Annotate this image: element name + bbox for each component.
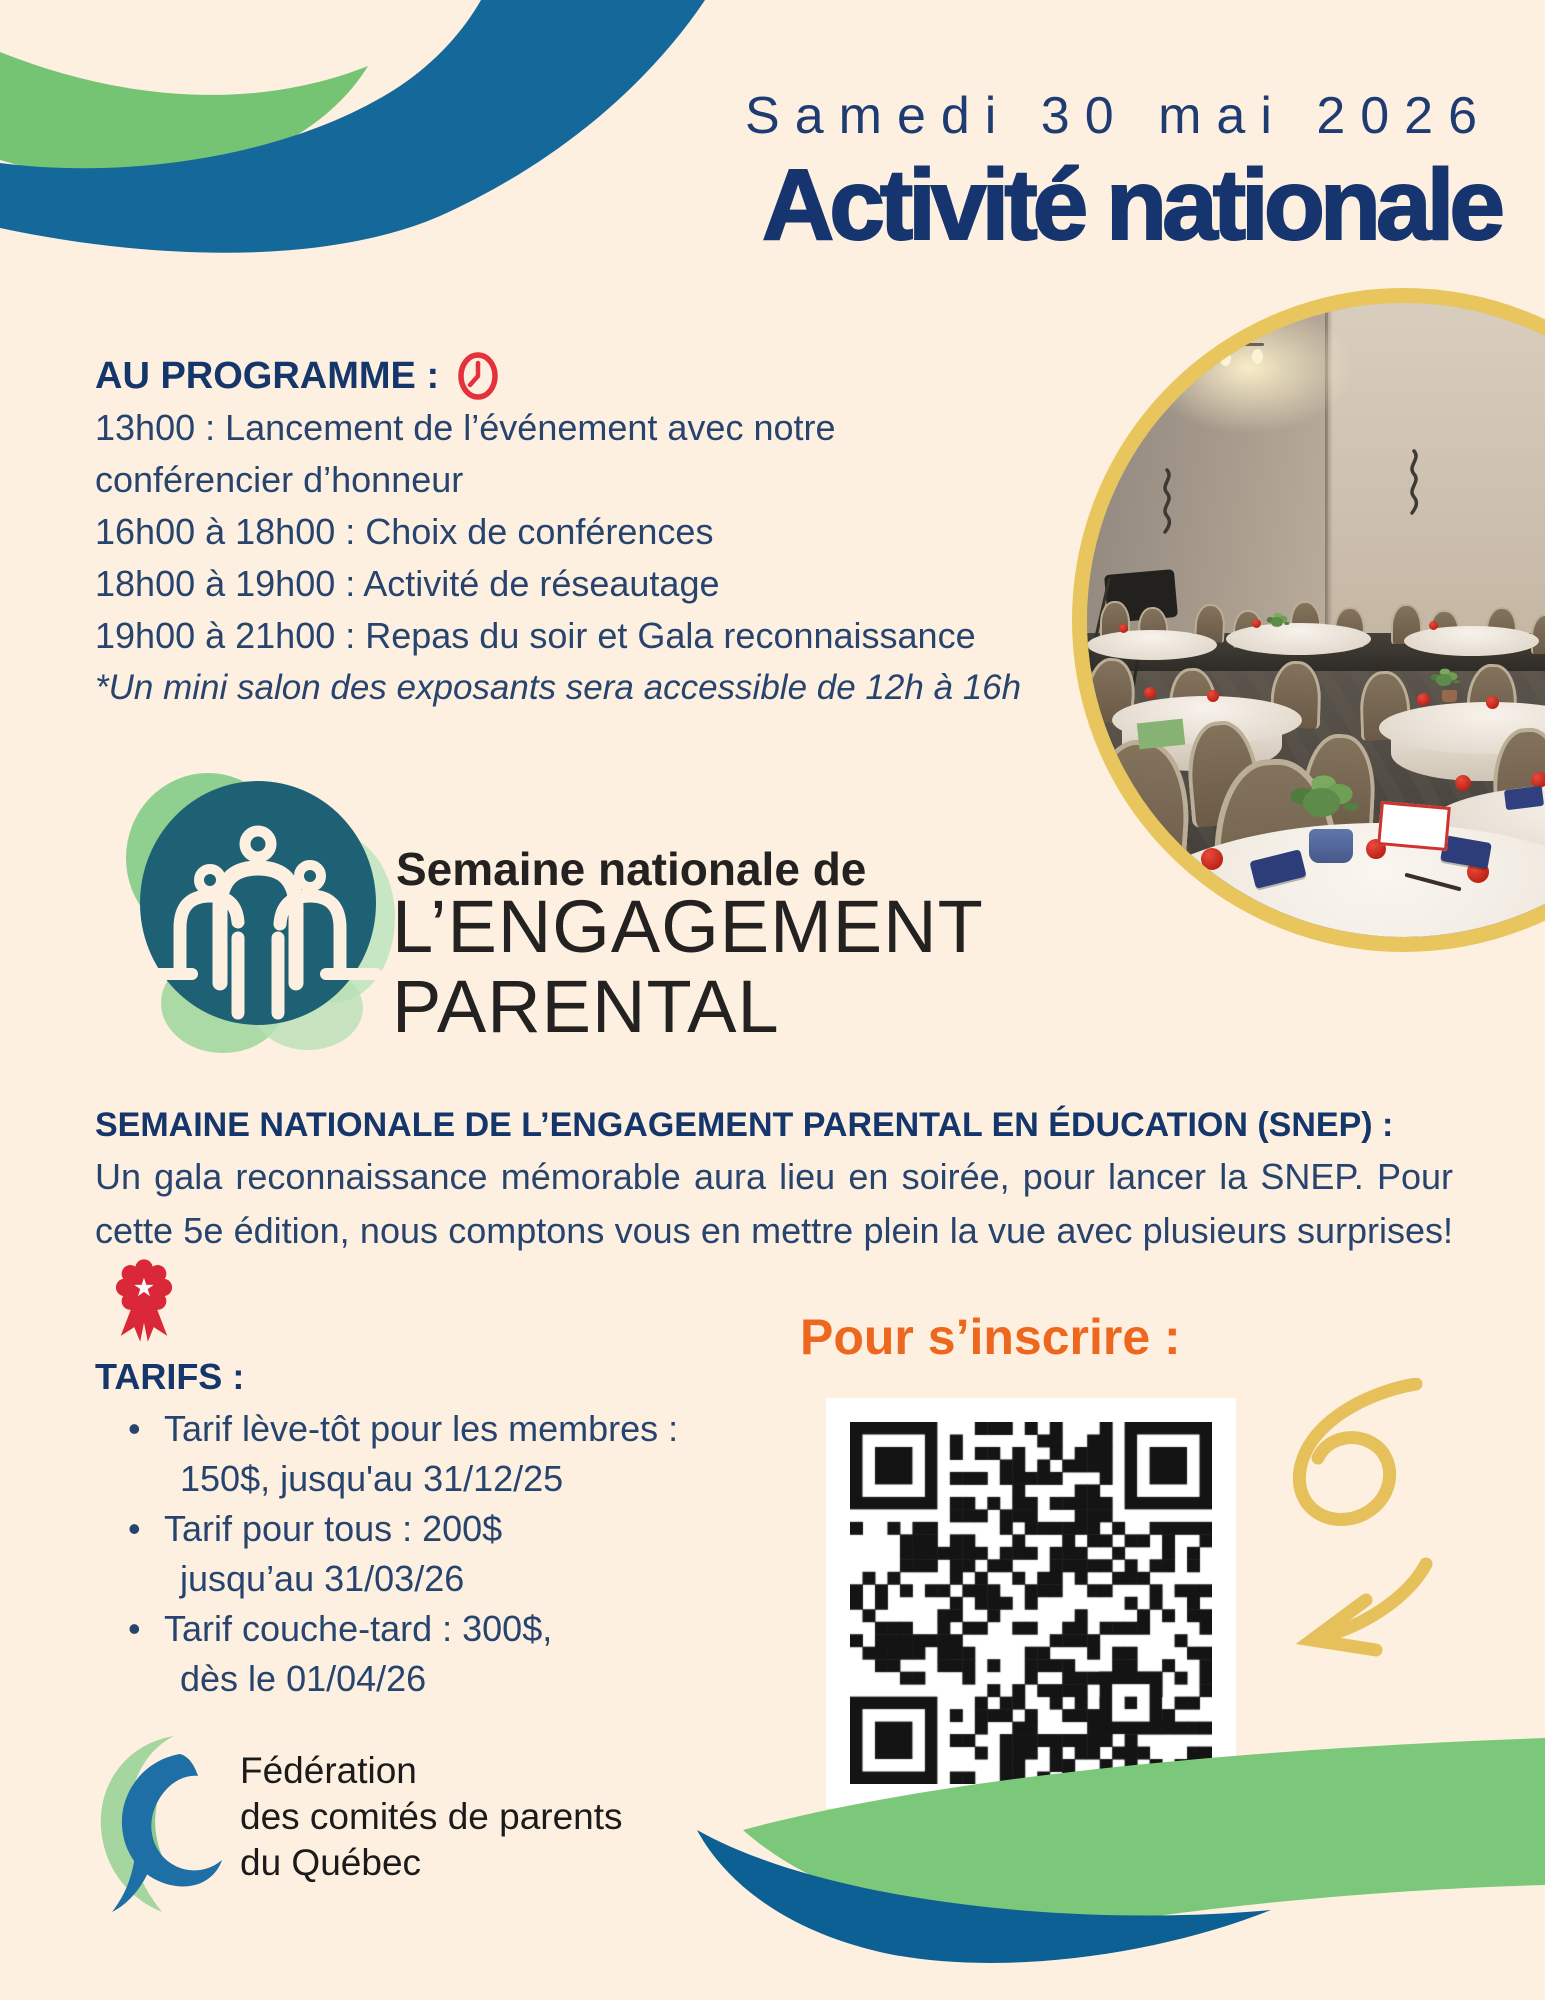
inscription-heading: Pour s’inscrire : <box>800 1309 1181 1365</box>
clock-icon <box>455 350 501 402</box>
apple <box>1455 775 1471 791</box>
tarif-detail: 150$, jusqu'au 31/12/25 <box>180 1458 564 1499</box>
apple <box>1252 619 1261 628</box>
chandelier-arm <box>1192 343 1264 346</box>
plant-pot <box>1442 690 1457 702</box>
card <box>1377 801 1451 851</box>
svg-text:★: ★ <box>132 1274 156 1303</box>
venue-photo <box>1072 288 1545 952</box>
plant-pot-blue <box>1309 829 1353 863</box>
program-line: 16h00 à 18h00 : Choix de conférences <box>95 511 714 552</box>
wall-sconce <box>1157 468 1177 534</box>
fcpq-logo-mark <box>92 1732 242 1917</box>
program-line: 13h00 : Lancement de l’événement avec notre <box>95 407 836 448</box>
snep-body-text: Un gala reconnaissance mémorable aura lieu en soirée, pour lancer la SNEP. Pour cette 5e édition, nous comptons vous en mettre plein la vue avec plusieurs surprises! <box>95 1156 1453 1251</box>
program-line: 18h00 à 19h00 : Activité de réseautage <box>95 563 720 604</box>
snep-body <box>95 1150 1453 1344</box>
wall-sconce <box>1404 449 1424 515</box>
tarif-label: • Tarif pour tous : 200$ <box>164 1508 503 1549</box>
fcpq-logo-text <box>240 1748 623 1886</box>
chandelier-bulb <box>1252 349 1263 364</box>
snep-heading: SEMAINE NATIONALE DE L’ENGAGEMENT PARENTAL EN ÉDUCATION (SNEP) : <box>95 1106 1394 1144</box>
snep-logo-line1: Semaine nationale de <box>396 843 867 895</box>
banquet-hall-scene <box>1087 303 1545 937</box>
tarifs-list <box>128 1404 678 1704</box>
tarif-item <box>128 1404 678 1504</box>
bottom-right-waves <box>645 1670 1545 2000</box>
chandelier-glow <box>1144 303 1354 433</box>
program-heading-label: AU PROGRAMME : <box>95 354 440 397</box>
tarif-item <box>128 1604 678 1704</box>
snep-logo-mark <box>118 768 408 1058</box>
program-note: *Un mini salon des exposants sera accessible de 12h à 16h <box>95 668 1022 707</box>
arrow-icon <box>1248 1378 1458 1678</box>
award-ribbon-icon <box>113 1258 175 1344</box>
program-line: conférencier d’honneur <box>95 459 464 500</box>
card-green <box>1136 719 1184 750</box>
banquet-table <box>1087 630 1217 660</box>
tarif-label: • Tarif lève-tôt pour les membres : <box>164 1408 679 1449</box>
tarif-label: • Tarif couche-tard : 300$, <box>164 1608 553 1649</box>
fcpq-line1: Fédération <box>240 1750 417 1791</box>
snep-logo <box>118 768 1018 1068</box>
program-schedule <box>95 402 976 662</box>
program-line: 19h00 à 21h00 : Repas du soir et Gala reconnaissance <box>95 615 976 656</box>
tarif-item <box>128 1504 678 1604</box>
fcpq-line3: du Québec <box>240 1842 422 1883</box>
tarif-detail: jusqu’au 31/03/26 <box>180 1558 465 1599</box>
snep-logo-line2: L’ENGAGEMENT <box>392 885 984 968</box>
tarifs-heading: TARIFS : <box>95 1356 245 1397</box>
top-left-waves <box>0 0 780 340</box>
program-section-heading <box>95 350 501 402</box>
event-date: Samedi 30 mai 2026 <box>745 87 1492 145</box>
page-title: Activité nationale <box>762 149 1500 261</box>
fcpq-line2: des comités de parents <box>240 1796 623 1837</box>
chandelier-stem <box>1223 316 1226 344</box>
apple <box>1119 624 1128 633</box>
apple <box>1417 693 1430 706</box>
apple <box>1144 687 1156 699</box>
snep-logo-line3: PARENTAL <box>392 965 780 1048</box>
tarif-detail: dès le 01/04/26 <box>180 1658 427 1699</box>
plant <box>1271 617 1284 627</box>
